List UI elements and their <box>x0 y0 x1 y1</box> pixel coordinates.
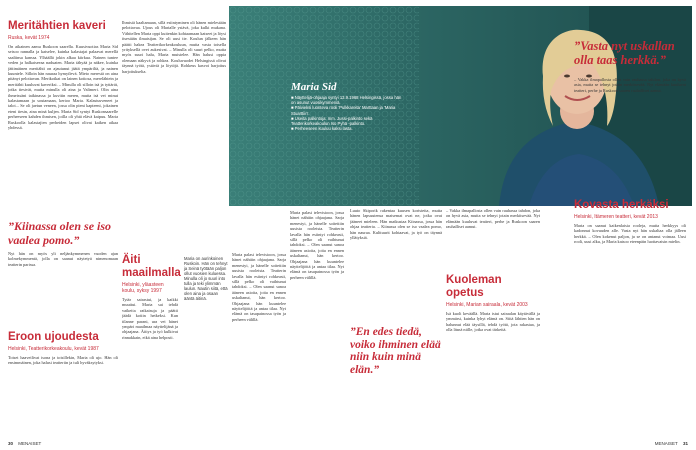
fact-text: Päivieksi luonteva rooli 'Pulkkareita' Marttaan ja 'Maria Stuarttiin'. <box>291 105 396 116</box>
fact-box <box>291 81 403 131</box>
body-text: – Vakka ilmapallosta ollen vain rauhassa tahdon, joka on hyvä asia, mutta se tehnyt jotain merkitsevää. Nyt elämään kuuluvat teatteri, perhe ja Ruskoon saaren rauhalliset aamut. <box>446 208 540 230</box>
page-footer-left <box>8 441 41 446</box>
body-text: Nyt hän on myös yli neljänkymmenen vuoden ajan kolmekymmentä, jolla on saanut näytetyä nimenomaan teatterin parissa. <box>8 251 118 267</box>
right-column-2 <box>446 208 540 435</box>
left-column-1 <box>8 20 118 379</box>
right-column-1 <box>350 208 442 376</box>
photo-caption: Maria on aurinkoinen Ruskoin. Hän on tehnyt ja Seinä työtään paljon ollut vuosien kuluessa. Minulla oli jo suuri into tulla ja teki ylimmän laulun. Nautin siitä, että olen aina ja osaan ääntä äitinä. <box>184 256 228 301</box>
body-text: Toiset haaveilivat isona ja toisillekin, Maria oli ujo. Hän oli ensimmäinen, joka halusi teatteriin ja tuli hyväksytyksi. <box>8 355 118 366</box>
fact-text: Näyttelijä-ohjaaja syntyi 13.9.1968 Helsingissä, jossa hän on asunut vuosikymmeniä. <box>291 95 402 106</box>
fact-text: Useita palkintoja: mm. Jussi-palkinto sekä Teatterikorkeakoulun Iso Pyhä -palkinto. <box>291 115 373 127</box>
fact-box-title: Maria Sid <box>291 81 337 93</box>
section-heading: Eroon ujoudesta <box>8 331 99 343</box>
page-number: 31 <box>682 441 688 446</box>
body-text: Maria palasi televisioon, jossa hänet nähtiin ohjaajana. Sarja menestyi, ja hänelle soitettiin uusista rooleista. Teatterin lavalla hän esiintyi rohkeasti, sillä pelko oli vaihtunut tahdoksi. – Olen saanut sanoa ääneen asioita, joita en ennen uskaltanut, hän kertoo. Ohjaajana hän kuuntelee näyttelijöitä ja antaa tilaa. Nyt elämä on tasapainossa työn ja perheen välillä. <box>290 210 344 280</box>
mid-column-1 <box>232 252 286 438</box>
section-subtitle: Ruska, kevät 1974 <box>8 35 50 41</box>
section-subtitle: Helsinki, Marian sairaala, kevät 2003 <box>446 302 528 308</box>
section-heading: Kuoleman opetus <box>446 274 502 299</box>
body-text: Tytär sairastui, ja kaikki muuttui. Maria sai tehdä vaikeita ratkaisuja ja päätti jäädä kotiin hetkeksi. Kun tilanne parani, ura vei hänet ympäri maailmaa näyttelijänä ja ohjaajana. Äitiys ja työ kulkivat rinnakkain, eikä aina helposti. <box>122 297 178 340</box>
fact-text: Perheeseen kuuluu kaksi lasta. <box>294 126 353 132</box>
body-text: – Vakka ilmapallosta ollen vain rauhassa tahdon, joka on hyvä asia, mutta se tehnyt jotain merkitsevää. Nyt elämään kuuluvat teatteri, perhe ja Ruskoon saaren rauhalliset aamut. <box>574 77 686 93</box>
fact-list <box>291 95 403 131</box>
body-text: Maria palasi televisioon, jossa hänet nähtiin ohjaajana. Sarja menestyi, ja hänelle soitettiin uusista rooleista. Teatterin lavalla hän esiintyi rohkeasti, sillä pelko oli vaihtunut tahdoksi. – Olen saanut sanoa ääneen asioita, joita en ennen uskaltanut, hän kertoo. Ohjaajana hän kuuntelee näyttelijöitä ja antaa tilaa. Nyt elämä on tasapainossa työn ja perheen välillä. <box>232 252 286 322</box>
section-heading: Kovasta herkäksi <box>574 199 669 211</box>
body-text: Luuto Skiporik rakentaa kuusen koristeita, mutta hänen lapsuutensa maisemat ovat ne, jotka ovat jääneet mieleen. Hän matkustaa Kiinassa, jossa hän ohjaa teatteria. – Kiinassa olen se iso vaalea pomo, hän nauraa. Kulttuurit kohtaavat, ja työ on täynnä yllätyksiä. <box>350 208 442 241</box>
magazine-name: MENAISET <box>654 441 678 446</box>
page-footer-right <box>655 441 688 446</box>
pull-quote: ”Vasta nyt uskallan olla taas herkkä.” <box>574 39 675 67</box>
magazine-name: MENAISET <box>18 441 42 446</box>
section-subtitle: Helsinki, Teatterikorkeakoulu, kevät 1987 <box>8 346 99 352</box>
body-text: Maria on saanut kaikenlaisia rooleja, mutta herkkyys oli kadonnut kovuuden alle. Vasta nyt hän uskaltaa olla jälleen herkkä. – Olen kokenut paljon, ja se on antanut voimaa. Uusi rooli, uusi alku, ja Maria katsoo eteenpäin luottavaisin mielin. <box>574 223 686 245</box>
body-text: Ihmisiä kaaltamaan, sillä esiintyminen oli hänen mielestään pelottavaa. Ujous oli Marialle ystävä, joka kulki mukana. Vähitellen Maria oppi kuitenkin kohtaamaan katseet ja löysi itsestään ilmaisijan. Se oli uusi tie. Koulun jälkeen hän päätti hakea Teatterikorkeakouluun, mutta vasta toisella yrityksellä ovet aukesivat. – Minulla oli suuri pelko, mutta myös suuri halu, Maria muistelee. Hän halusi oppia olemaan näkyvä ja rohkea. Kouluvuodet Helsingissä olivat täynnä työtä, ystäviä ja löytöjä. Rohkeus kasvoi harjoitus harjoitukselta. <box>122 20 226 74</box>
fact-item: ■ Päivieksi luonteva rooli 'Pulkkareita' Marttaan ja 'Maria Stuarttiin'. <box>291 105 396 116</box>
body-text: Isä kuoli keväällä. Maria istui sairaalan käytävällä ja ymmärsi, kuinka lyhyt elämä on. Siitä lähtien hän on halunnut elää täysillä, tehdä työtä, jota rakastaa, ja olla läsnä niille, jotka ovat tärkeitä. <box>446 311 540 333</box>
fact-item: ■ Useita palkintoja: mm. Jussi-palkinto sekä Teatterikorkeakoulun Iso Pyhä -palkinto. <box>291 115 373 127</box>
right-column-3 <box>574 40 686 393</box>
section-subtitle: Helsinki, yläasteen koulu, syksy 1997 <box>122 282 164 294</box>
fact-item: ■ Näyttelijä-ohjaaja syntyi 13.9.1968 Helsingissä, jossa hän on asunut vuosikymmeniä. <box>291 95 402 106</box>
section-heading: Äiti maailmalla <box>122 254 181 279</box>
body-text: On aikainen aamu Ruskoon saarella. Kuusivuotias Maria Sid seisoo rannalla ja katselee, kuinka kalastajat palaavat merellä saaliinsa kanssa. Ylhäällä jokin alkaa kiirkua. Nainen tuntee veden ja halkaiseeaa naduaten. Maria tähyää ja näkee, kuinka jättimäinen meritähti on ajautunut jäätä ympäriltä, ja nainen kuuntele. Silloin hän nauraa hymyilevä. Mieto merestä on aina pitänyt pelottavan. Merikotkat on lainen kotiosa, merelähtein ja meritähti kuuluvat kaveriksi. – Minulla oli silloin isä ja tyttärät, jotka tiesivät, mutta minulla oli aina ja Valimeri. Olin aina ihmeissäni taikinassa ja kuvitin meren, mutta isä vei minut kalastamaan ja soutamaan, kertoo Maria. Kalastusveneet ja talot... Se oli jaetun veneen, jossa olin pieni kapteeni, jokainen eteni tiesin, aina minä kuljen. Maria Sid syntyi Ruskonsaarelle perheeseen kahden ihmisen, joilla oli yhtä elävä kaipuu. Maria Ruskoolla kalastajien perheiden lapset olivat kaiken aikaa yhdessä. <box>8 44 118 131</box>
pull-quote: ”En edes tiedä, voiko ihminen elää niin kuin minä elän.” <box>350 326 441 376</box>
mid-column-2 <box>290 210 344 438</box>
section-heading: Meritähtien kaveri <box>8 20 106 32</box>
section-subtitle: Helsinki, Itämeren teatteri, kevät 2013 <box>574 214 658 220</box>
pull-quote: ”Kiinassa olen se iso vaalea pomo.” <box>8 219 112 247</box>
fact-item: ■ Perheeseen kuuluu kaksi lasta. <box>291 126 353 132</box>
page-number: 30 <box>8 441 14 446</box>
left-column-2 <box>122 20 226 437</box>
